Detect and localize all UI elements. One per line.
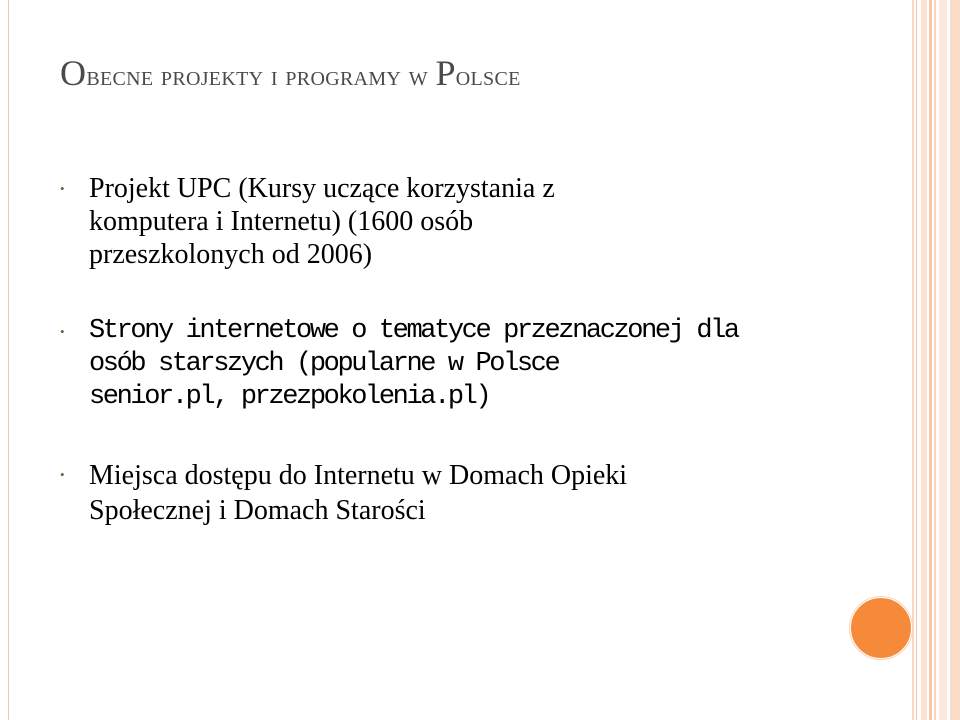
orange-circle-decoration bbox=[850, 597, 912, 659]
deco-stripe bbox=[912, 0, 914, 720]
bullet-line: przeszkolonych od 2006) bbox=[89, 239, 373, 270]
bullet-line: osób starszych (popularne w Polsce bbox=[89, 349, 559, 379]
title-initial: O bbox=[60, 53, 87, 93]
bullet-line: komputera i Internetu) (1600 osób bbox=[89, 206, 474, 237]
bullet-line: Miejsca dostępu do Internetu w Domach Opieki bbox=[89, 460, 628, 491]
slide-title bbox=[60, 52, 521, 94]
deco-stripe bbox=[921, 0, 927, 720]
bullet-line: Społecznej i Domach Starości bbox=[89, 495, 426, 526]
title-initial: P bbox=[435, 53, 456, 93]
left-border-line bbox=[8, 0, 9, 720]
deco-stripe bbox=[916, 0, 917, 720]
deco-stripe bbox=[929, 0, 932, 720]
bullet-line: Strony internetowe o tematyce przeznaczonej dla bbox=[89, 316, 738, 346]
bullet-item bbox=[60, 172, 820, 271]
right-decorative-stripes bbox=[912, 0, 960, 720]
deco-stripe bbox=[934, 0, 936, 720]
bullet-marker: • bbox=[60, 467, 65, 482]
bullet-item bbox=[60, 458, 820, 528]
bullet-line: senior.pl, przezpokolenia.pl) bbox=[89, 382, 490, 412]
bullet-item bbox=[60, 315, 820, 414]
bullet-marker: • bbox=[60, 181, 65, 196]
bullet-line: Projekt UPC (Kursy uczące korzystania z bbox=[89, 173, 555, 204]
bullet-marker: • bbox=[60, 324, 65, 339]
deco-stripe bbox=[939, 0, 947, 720]
bullet-list bbox=[60, 172, 820, 528]
title-text: olsce bbox=[455, 60, 521, 92]
deco-stripe bbox=[950, 0, 960, 720]
title-text: becne projekty i programy w bbox=[86, 60, 436, 92]
